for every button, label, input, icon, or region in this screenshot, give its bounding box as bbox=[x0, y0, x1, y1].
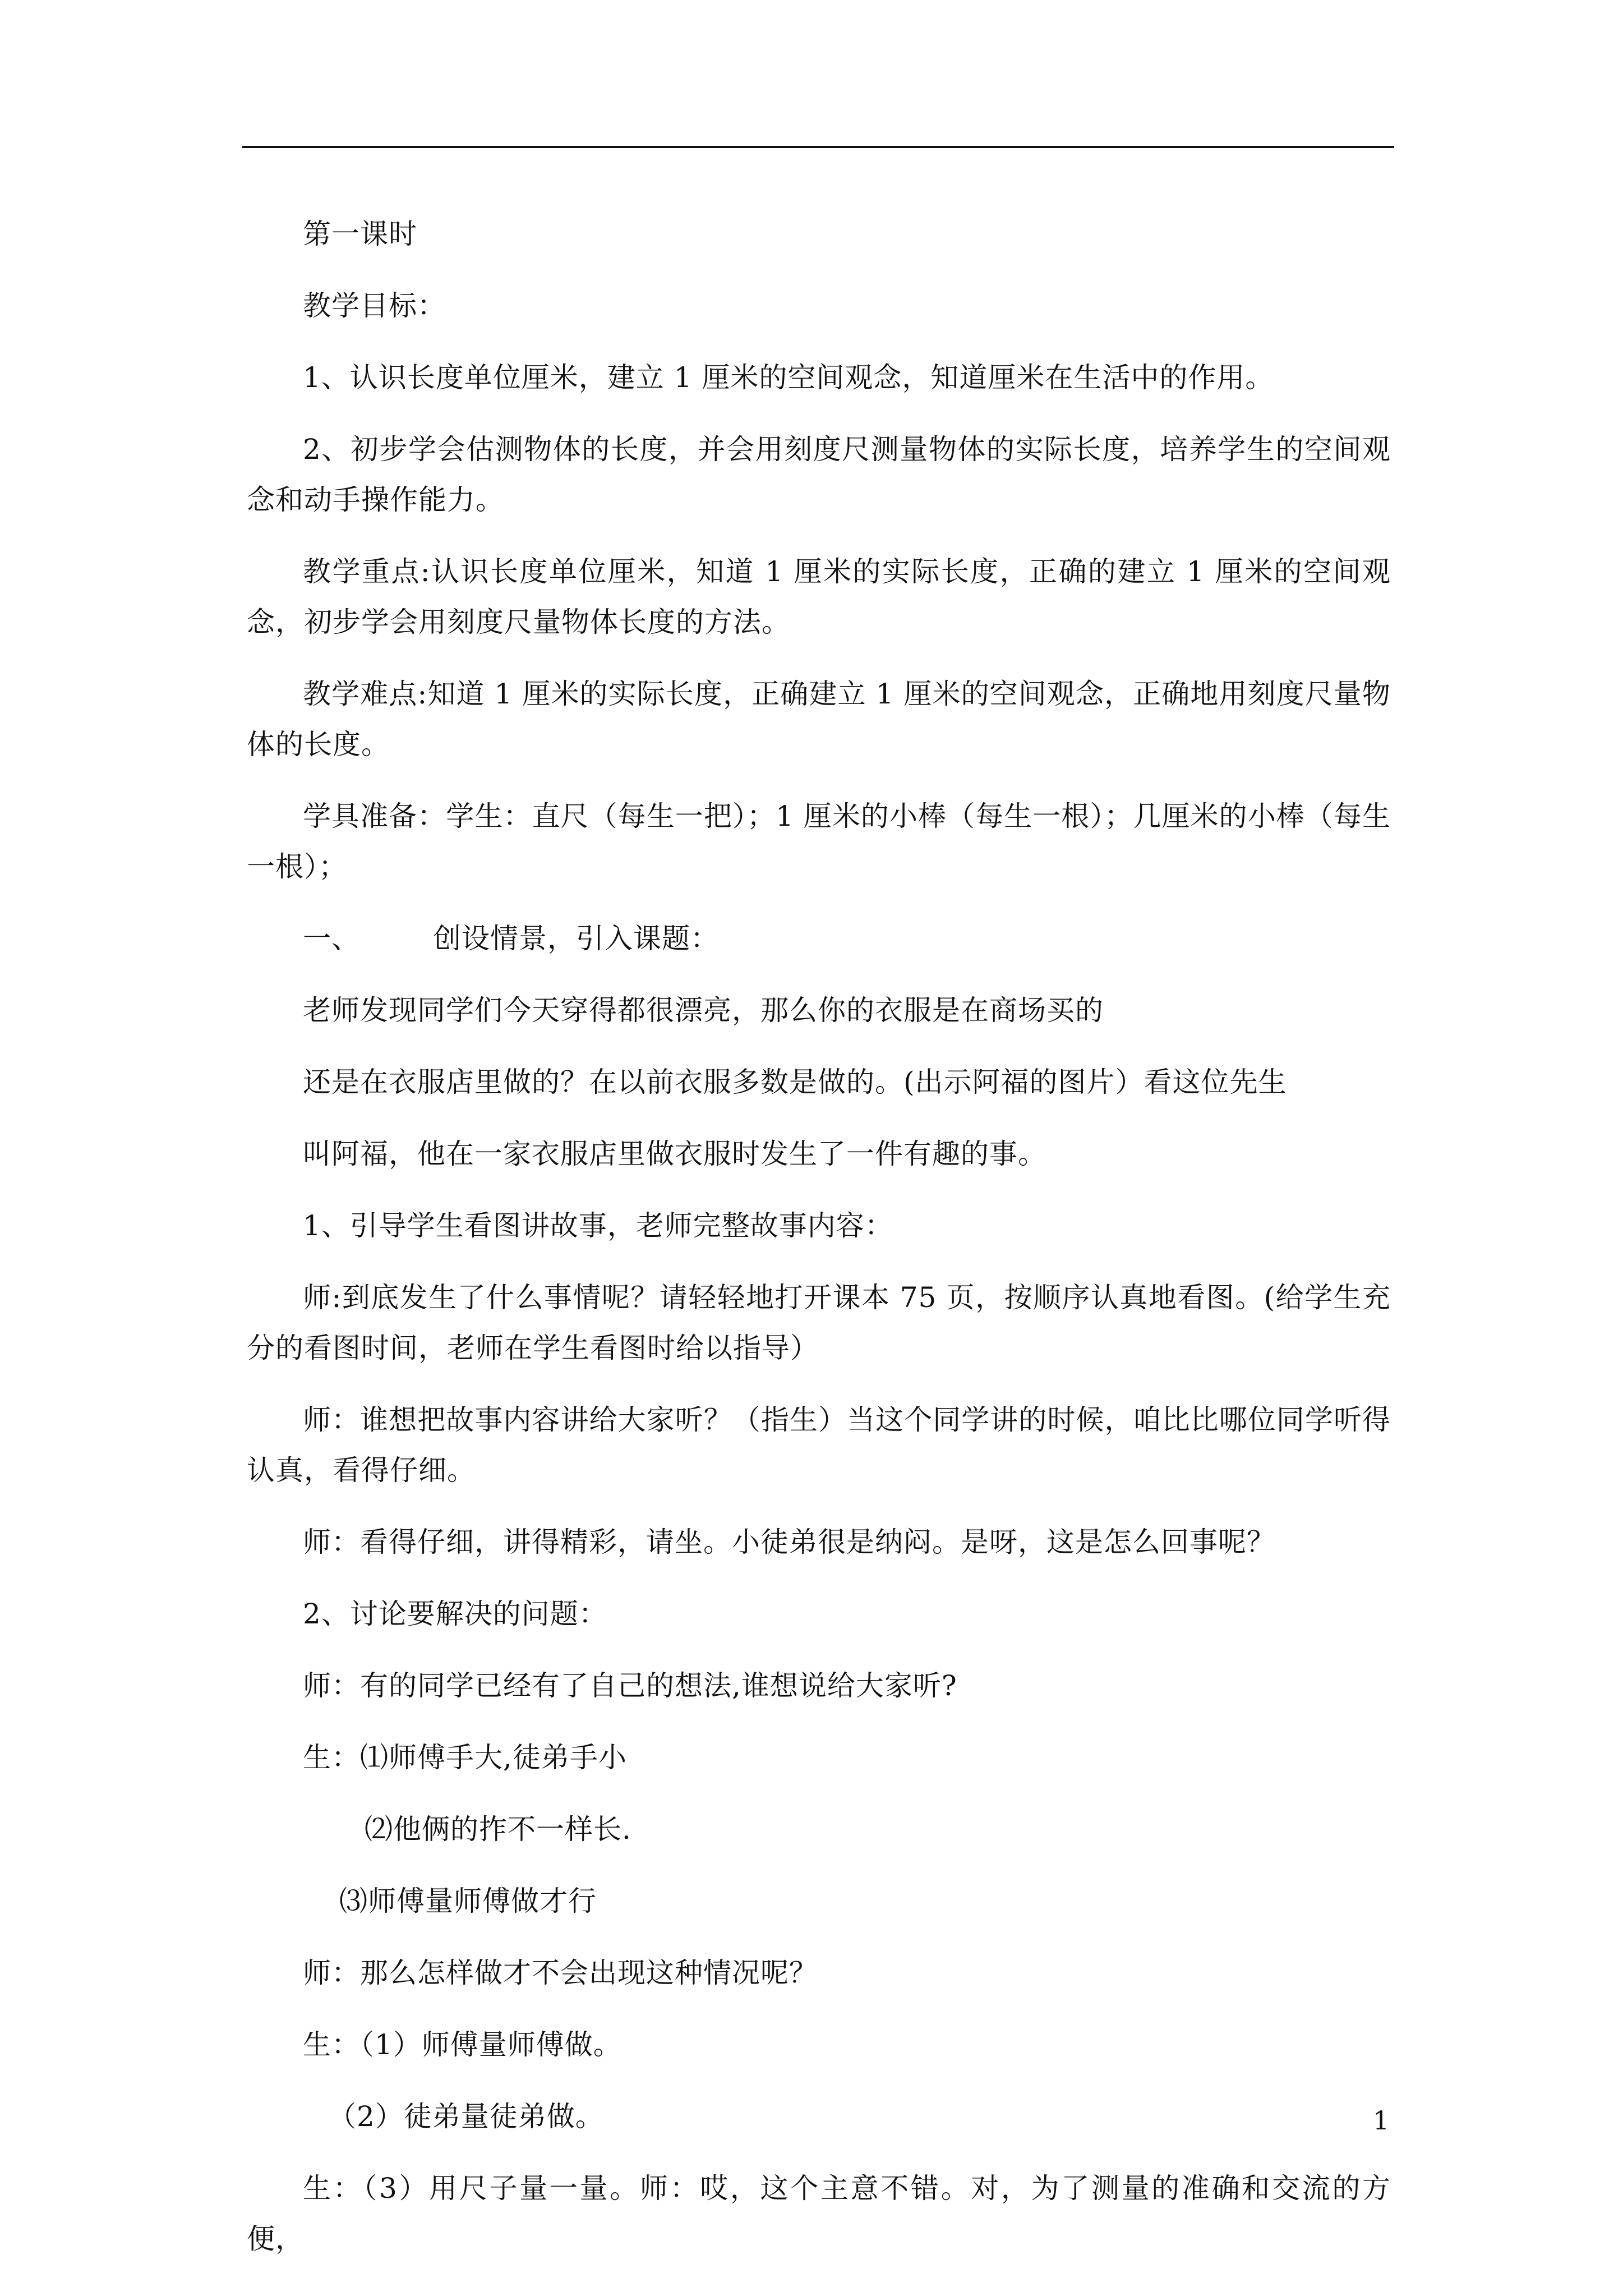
paragraph-teacher-ask: 师：有的同学已经有了自己的想法,谁想说给大家听? bbox=[303, 1669, 957, 1702]
paragraph-student-reply-1: 生：（1）师傅量师傅做。 bbox=[303, 2028, 622, 2061]
page-number: 1 bbox=[1373, 2105, 1390, 2136]
paragraph-objective-1: 1、认识长度单位厘米，建立 1 厘米的空间观念，知道厘米在生活中的作用。 bbox=[303, 361, 1274, 394]
paragraph-materials: 学具准备：学生：直尺（每生一把）；1 厘米的小棒（每生一根）；几厘米的小棒（每生一根）； bbox=[247, 800, 1391, 883]
paragraph-teacher-tell-story: 师：谁想把故事内容讲给大家听？（指生）当这个同学讲的时候，咱比比哪位同学听得认真，看得仔细。 bbox=[247, 1404, 1391, 1487]
paragraph-objective-2: 2、初步学会估测物体的长度，并会用刻度尺测量物体的实际长度，培养学生的空间观念和动手操作能力。 bbox=[247, 433, 1391, 516]
document-body bbox=[247, 209, 1391, 2285]
paragraph-difficulties: 教学难点:知道 1 厘米的实际长度，正确建立 1 厘米的空间观念，正确地用刻度尺量物体的长度。 bbox=[247, 678, 1391, 761]
paragraph-student-reply-3: 生：（3）用尺子量一量。师：哎，这个主意不错。对，为了测量的准确和交流的方便， bbox=[247, 2172, 1391, 2255]
paragraph-key-points: 教学重点:认识长度单位厘米，知道 1 厘米的实际长度，正确的建立 1 厘米的空间观念，初步学会用刻度尺量物体长度的方法。 bbox=[247, 555, 1391, 638]
header-rule bbox=[242, 146, 1394, 148]
paragraph-step-2: 2、讨论要解决的问题： bbox=[303, 1598, 607, 1630]
section-number: 一、 bbox=[303, 922, 360, 955]
paragraph-teacher-question: 师：那么怎样做才不会出现这种情况呢？ bbox=[303, 1957, 818, 1989]
paragraph-student-reply-2: （2）徒弟量徒弟做。 bbox=[328, 2100, 604, 2133]
paragraph-section-1-heading bbox=[247, 913, 1391, 964]
paragraph-teacher-praise: 师：看得仔细，讲得精彩，请坐。小徒弟很是纳闷。是呀，这是怎么回事呢？ bbox=[303, 1526, 1275, 1558]
paragraph-lesson-title: 第一课时 bbox=[303, 218, 417, 250]
paragraph-intro-line-2: 还是在衣服店里做的？在以前衣服多数是做的。(出示阿福的图片）看这位先生 bbox=[303, 1066, 1287, 1098]
paragraph-student-answer-3: ⑶师傅量师傅做才行 bbox=[339, 1885, 597, 1917]
paragraph-objectives-heading: 教学目标： bbox=[303, 289, 446, 322]
paragraph-step-1: 1、引导学生看图讲故事，老师完整故事内容： bbox=[303, 1209, 893, 1242]
paragraph-intro-line-1: 老师发现同学们今天穿得都很漂亮，那么你的衣服是在商场买的 bbox=[303, 994, 1104, 1027]
paragraph-intro-line-3: 叫阿福，他在一家衣服店里做衣服时发生了一件有趣的事。 bbox=[303, 1138, 1046, 1170]
paragraph-student-answer-2: ⑵他俩的拃不一样长. bbox=[365, 1813, 631, 1846]
paragraph-student-answer-1: 生：⑴师傅手大,徒弟手小 bbox=[303, 1741, 627, 1774]
paragraph-teacher-open-book: 师:到底发生了什么事情呢？请轻轻地打开课本 75 页，按顺序认真地看图。(给学生充分的看图时间，老师在学生看图时给以指导） bbox=[247, 1281, 1391, 1364]
section-title: 创设情景，引入课题： bbox=[433, 922, 719, 955]
